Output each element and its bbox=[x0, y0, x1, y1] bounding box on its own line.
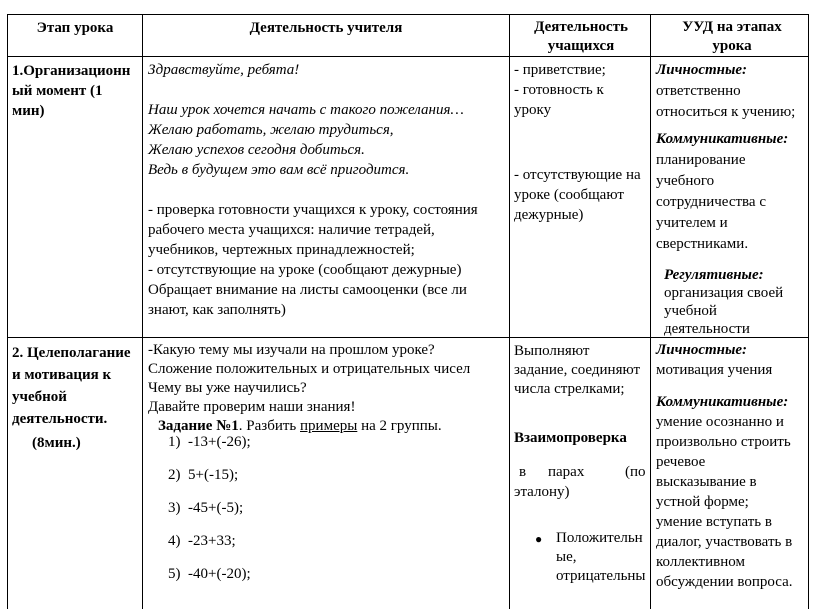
bullet-dot: ● bbox=[535, 532, 543, 546]
spacer bbox=[148, 80, 508, 100]
pairs-line bbox=[514, 462, 650, 482]
table-border-top bbox=[7, 14, 809, 15]
students-line: - отсутствующие на bbox=[514, 167, 641, 183]
uud-line: мотивация учения bbox=[656, 362, 773, 378]
check-line: знают, как заполнять) bbox=[148, 302, 286, 318]
row2-uud bbox=[656, 340, 808, 592]
wish-line: Ведь в будущем это вам всё пригодится. bbox=[148, 162, 410, 178]
row2-stage-line: учебной bbox=[12, 389, 67, 405]
exercise-expression: -23+33; bbox=[188, 533, 236, 549]
exercise-list bbox=[168, 432, 498, 597]
task-text: на 2 группы. bbox=[357, 418, 442, 434]
row1-students-absent bbox=[514, 165, 650, 225]
students-line: уроке (сообщают bbox=[514, 187, 624, 203]
wish-line: Желаю успехов сегодня добиться. bbox=[148, 142, 365, 158]
row2-stage-time-text: (8мин.) bbox=[32, 435, 81, 451]
uud-line: умение вступать в bbox=[656, 514, 772, 530]
task-label: Задание №1 bbox=[158, 418, 239, 434]
uud-line: планирование bbox=[656, 152, 746, 168]
header-teacher-text: Деятельность учителя bbox=[249, 20, 403, 36]
row1-stage bbox=[12, 61, 142, 121]
uud-personal-title: Личностные: bbox=[656, 62, 748, 78]
row2-students-check bbox=[514, 428, 650, 448]
exercise-expression: 5+(-15); bbox=[188, 467, 239, 483]
column-divider-3 bbox=[650, 14, 651, 609]
row1-uud bbox=[656, 60, 808, 255]
row2-stage-time bbox=[32, 433, 132, 453]
uud-line: учебной bbox=[664, 303, 717, 319]
uud-line: сверстниками. bbox=[656, 236, 749, 252]
row1-stage-line: ый момент (1 bbox=[12, 83, 103, 99]
row2-teacher bbox=[148, 341, 508, 436]
uud-line: высказывание в bbox=[656, 474, 757, 490]
uud-line: обсуждении вопроса. bbox=[656, 574, 793, 590]
row1-students bbox=[514, 60, 650, 120]
row2-stage-line: 2. Целеполагание bbox=[12, 345, 131, 361]
wish-line: Желаю работать, желаю трудиться, bbox=[148, 122, 394, 138]
teacher-line: Давайте проверим наши знания! bbox=[148, 399, 356, 415]
teacher-line: Чему вы уже научились? bbox=[148, 380, 307, 396]
task-text: . Разбить bbox=[238, 418, 301, 434]
uud-line: учителем и bbox=[656, 215, 728, 231]
row1-uud-regulative bbox=[664, 266, 808, 338]
header-teacher bbox=[143, 19, 509, 38]
spacer bbox=[656, 380, 808, 392]
exercise-item: 2) 5+(-15); bbox=[168, 467, 239, 483]
students-line: - приветствие; bbox=[514, 62, 606, 78]
bullet-line: ые, bbox=[556, 549, 577, 565]
uud-comm-title: Коммуникативные: bbox=[656, 131, 789, 147]
uud-line: деятельности bbox=[664, 321, 750, 337]
exercise-expression: -13+(-26); bbox=[188, 434, 251, 450]
row1-stage-line: 1.Организационн bbox=[12, 63, 131, 79]
row2-students-pairs bbox=[514, 462, 650, 502]
check-line: Обращает внимание на листы самооценки (все ли bbox=[148, 282, 467, 298]
exercise-item: 3) -45+(-5); bbox=[168, 500, 244, 516]
uud-line: сотрудничества с bbox=[656, 194, 766, 210]
students-line: задание, соединяют bbox=[514, 362, 641, 378]
table-border-left bbox=[7, 14, 8, 609]
uud-line: коллективном bbox=[656, 554, 745, 570]
wish-line: Наш урок хочется начать с такого пожелания… bbox=[148, 102, 464, 118]
task-text-underlined: примеры bbox=[300, 418, 358, 434]
header-students-text: Деятельность учащихся bbox=[534, 19, 628, 54]
uud-line: организация своей bbox=[664, 285, 784, 301]
uud-line: устной форме; bbox=[656, 494, 749, 510]
uud-line: речевое bbox=[656, 454, 706, 470]
check-line: - проверка готовности учащихся к уроку, состояния bbox=[148, 202, 478, 218]
uud-line: диалог, участвовать в bbox=[656, 534, 793, 550]
students-line: уроку bbox=[514, 102, 552, 118]
row2-stage-line: и мотивация к bbox=[12, 367, 112, 383]
students-check-text: Взаимопроверка bbox=[514, 430, 627, 446]
exercise-expression: -40+(-20); bbox=[188, 566, 251, 582]
check-line: - отсутствующие на уроке (сообщают дежурные) bbox=[148, 262, 462, 278]
uud-personal-title: Личностные: bbox=[656, 342, 748, 358]
students-line: Выполняют bbox=[514, 343, 590, 359]
check-line: учебников, чертежных принадлежностей; bbox=[148, 242, 415, 258]
column-divider-1 bbox=[142, 14, 143, 609]
uud-line: ответственно bbox=[656, 83, 741, 99]
bullet-line: Положительн bbox=[556, 530, 643, 546]
uud-comm-title: Коммуникативные: bbox=[656, 394, 789, 410]
pairs-word: в bbox=[519, 464, 527, 480]
students-line: дежурные) bbox=[514, 207, 584, 223]
table-border-right bbox=[808, 14, 809, 609]
row1-stage-line: мин) bbox=[12, 103, 45, 119]
exercise-item: 1) -13+(-26); bbox=[168, 434, 251, 450]
uud-reg-title: Регулятивные: bbox=[664, 267, 764, 283]
exercise-item: 4) -23+33; bbox=[168, 533, 236, 549]
teacher-line: -Какую тему мы изучали на прошлом уроке? bbox=[148, 342, 435, 358]
header-uud-text: УУД на этапах урока bbox=[682, 19, 782, 54]
uud-line: произвольно строить bbox=[656, 434, 791, 450]
teacher-line: Сложение положительных и отрицательных чисел bbox=[148, 361, 471, 377]
pairs-word: (по bbox=[625, 464, 646, 480]
row2-students-bullet bbox=[556, 529, 650, 586]
greeting-text: Здравствуйте, ребята! bbox=[148, 62, 300, 78]
header-row-divider bbox=[7, 56, 809, 57]
header-students bbox=[526, 18, 636, 56]
exercise-item: 5) -40+(-20); bbox=[168, 566, 251, 582]
row2-students bbox=[514, 342, 650, 399]
bullet-line: отрицательны bbox=[556, 568, 646, 584]
header-stage-text: Этап урока bbox=[36, 20, 114, 36]
row2-stage-line: деятельности. bbox=[12, 411, 108, 427]
row1-teacher bbox=[148, 60, 508, 320]
check-line: рабочего места учащихся: наличие тетрадей, bbox=[148, 222, 435, 238]
pairs-line: эталону) bbox=[514, 484, 570, 500]
uud-line: относиться к учению; bbox=[656, 104, 796, 120]
header-uud bbox=[672, 18, 792, 56]
column-divider-2 bbox=[509, 14, 510, 609]
row2-stage bbox=[12, 342, 142, 430]
students-line: числа стрелками; bbox=[514, 381, 625, 397]
header-stage bbox=[8, 19, 142, 38]
exercise-expression: -45+(-5); bbox=[188, 500, 244, 516]
uud-line: учебного bbox=[656, 173, 715, 189]
uud-line: умение осознанно и bbox=[656, 414, 784, 430]
pairs-word: парах bbox=[548, 464, 585, 480]
students-line: - готовность к bbox=[514, 82, 604, 98]
spacer bbox=[148, 180, 508, 200]
